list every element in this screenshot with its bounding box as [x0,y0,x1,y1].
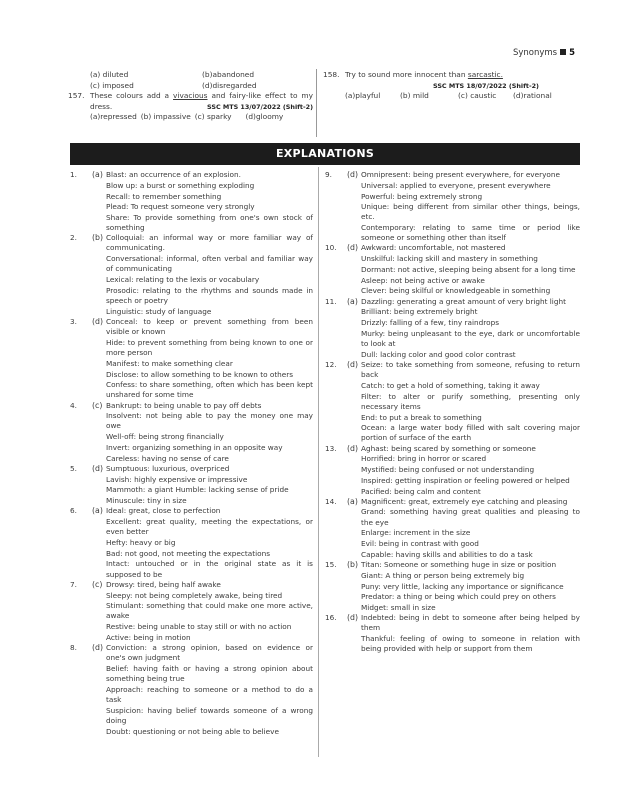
option-definition: Universal: applied to everyone, present everywhere [361,180,551,190]
option-b: (b) mild [400,91,429,101]
explanation-entry [70,643,313,737]
option-definition: Enlarge: increment in the size [361,528,471,538]
explanations-heading: EXPLANATIONS [70,143,580,165]
square-bullet-icon [560,49,566,55]
underlined-word: vivacious [173,91,208,101]
option-definition: Filter: to alter or purify something, presenting only necessary items [361,391,580,411]
option-definition: Horrified: bring in horror or scared [361,454,487,464]
answer-letter: (c) [92,400,103,410]
option-definition: Pacified: being calm and content [361,486,481,496]
answer-definition: Magnificent: great, extremely eye catching and pleasing [361,496,568,506]
option-definition: Conversational: informal, often verbal and familiar way of communicating [106,254,313,274]
explanations-right-column [325,170,580,654]
option-c: (c) imposed [90,80,134,90]
answer-letter: (d) [347,359,359,369]
exam-source: SSC MTS 13/07/2022 (Shift-2) [207,102,313,111]
answer-definition: Aghast: being scared by something or someone [361,443,536,453]
answer-letter: (b) [347,560,359,570]
answer-definition: Bankrupt: to being unable to pay off debts [106,400,262,410]
option-definition: Unskilful: lacking skill and mastery in something [361,254,538,264]
underlined-word: sarcastic. [467,70,503,79]
option-a: (a)repressed [90,112,137,122]
entry-number: 6. [70,506,77,516]
option-definition: Intact: untouched or in the original state as it is supposed to be [106,559,313,579]
explanation-entry [325,297,580,360]
answer-definition: Blast: an occurrence of an explosion. [106,170,241,179]
answer-letter: (a) [92,506,103,516]
option-definition: Drizzly: falling of a few, tiny raindrops [361,318,500,328]
column-divider [316,69,317,137]
option-definition: Sleepy: not being completely awake, being tired [106,590,283,600]
option-definition: Lexical: relating to the lexis or vocabulary [106,275,260,285]
answer-letter: (a) [347,296,358,306]
answer-letter: (c) [92,579,103,589]
explanation-entry [70,170,313,233]
option-definition: Restive: being unable to stay still or with no action [106,622,292,632]
explanation-entry [325,170,580,243]
answer-definition: Conceal: to keep or prevent something from been visible or known [106,316,313,337]
option-definition: Approach: reaching to someone or a method to do a task [106,684,313,705]
entry-number: 15. [325,560,337,570]
page-number: 5 [569,48,575,58]
option-a: (a) diluted [90,70,129,79]
answer-letter: (a) [347,496,358,506]
option-a: (a)playful [345,91,381,101]
option-definition: Disclose: to allow something to be known to others [106,369,294,379]
option-definition: Giant: A thing or person being extremely big [361,570,525,580]
questions-right [323,70,581,102]
option-b: (b)abandoned [202,70,255,79]
explanation-entry [325,613,580,654]
page-header [513,48,575,58]
explanation-entry [325,560,580,613]
option-definition: Careless: having no sense of care [106,453,229,463]
option-definition: Hefty: heavy or big [106,537,176,547]
option-definition: Clever: being skilful or knowledgeable in something [361,286,551,296]
option-definition: Catch: to get a hold of something, taking it away [361,380,540,390]
option-definition: Mystified: being confused or not understanding [361,465,535,475]
option-definition: Prosodic: relating to the rhythms and sounds made in speech or poetry [106,285,313,306]
option-definition: Unique: being different from similar other things, beings, etc. [361,202,580,222]
answer-definition: Titan: Someone or something huge in size or position [361,560,557,570]
option-definition: Lavish: highly expensive or impressive [106,474,248,484]
option-definition: Doubt: questioning or not being able to believe [106,726,279,736]
option-definition: Midget: small in size [361,603,436,613]
explanation-entry [70,233,313,317]
answer-definition: Conviction: a strong opinion, based on evidence or one's own judgment [106,643,313,663]
answer-letter: (a) [92,170,103,179]
answer-definition: Drowsy: tired, being half awake [106,579,221,589]
explanation-entry [325,497,580,560]
answer-definition: Sumptuous: luxurious, overpriced [106,463,230,473]
option-definition: Linguistic: study of language [106,306,212,316]
answer-letter: (d) [347,443,359,453]
question-options [90,112,313,123]
option-definition: Manifest: to make something clear [106,358,233,368]
question-number: 158. [323,70,340,79]
answer-definition: Seize: to take something from someone, refusing to return back [361,359,580,380]
entry-number: 3. [70,316,77,326]
option-definition: Murky: being unpleasant to the eye, dark or uncomfortable to look at [361,328,580,349]
question-157 [68,91,313,123]
option-definition: Bad: not good, not meeting the expectations [106,548,271,558]
option-definition: Grand: something having great qualities and pleasing to the eye [361,507,580,527]
answer-definition: Awkward: uncomfortable, not mastered [361,243,506,253]
option-definition: Active: being in motion [106,632,191,642]
previous-question-options [68,70,313,91]
answer-letter: (d) [347,170,359,179]
option-d: (d)gloomy [245,112,284,122]
option-definition: Evil: being in contrast with good [361,539,479,549]
option-definition: Capable: having skills and abilities to do a task [361,549,533,559]
entry-number: 11. [325,296,337,306]
answer-definition: Indebted: being in debt to someone after being helped by them [361,613,580,633]
option-definition: Stimulant: something that could make one more active, awake [106,601,313,621]
option-d: (d)rational [513,91,552,101]
answer-definition: Ideal: great, close to perfection [106,506,221,516]
explanations-left-column [70,170,313,737]
option-definition: Inspired: getting inspiration or feeling powered or helped [361,475,570,485]
entry-number: 8. [70,643,77,653]
option-definition: End: to put a break to something [361,412,482,422]
entry-number: 16. [325,613,337,623]
question-text: These colours add a vivacious and fairy-like effect to my dress. [90,91,313,111]
option-definition: Suspicion: having belief towards someone of a wrong doing [106,705,313,725]
option-definition: Thankful: feeling of owing to someone in relation with being provided with help or support from them [361,634,580,654]
explanation-entry [70,464,313,506]
entry-number: 5. [70,463,77,473]
entry-number: 13. [325,443,337,453]
questions-left [68,70,313,123]
option-definition: Excellent: great quality, meeting the expectations, or even better [106,517,313,537]
option-definition: Belief: having faith or having a strong opinion about something being true [106,663,313,684]
answer-definition: Colloquial: an informal way or more familiar way of communicating. [106,233,313,253]
option-c: (c) sparky [194,112,232,122]
explanation-entry [70,580,313,643]
question-number: 157. [68,91,85,101]
exam-source: SSC MTS 18/07/2022 (Shift-2) [433,81,539,90]
explanation-entry [325,360,580,444]
explanation-entry [325,243,580,296]
column-divider [318,167,319,757]
entry-number: 9. [325,170,332,179]
entry-number: 2. [70,233,77,243]
section-title: Synonyms [512,48,558,58]
answer-definition: Dazzling: generating a great amount of very bright light [361,296,566,306]
option-definition: Share: To provide something from one's own stock of something [106,213,313,233]
option-definition: Invert: organizing something in an opposite way [106,442,283,452]
option-definition: Ocean: a large water body filled with salt covering major portion of surface of the earth [361,423,580,443]
explanation-entry [70,401,313,464]
entry-number: 1. [70,170,77,179]
option-definition: Predator: a thing or being which could prey on others [361,592,556,602]
option-definition: Dormant: not active, sleeping being absent for a long time [361,264,576,274]
option-d: (d)disregarded [202,80,257,90]
answer-letter: (d) [347,243,359,253]
option-definition: Powerful: being extremely strong [361,191,483,201]
option-definition: Dull: lacking color and good color contrast [361,349,516,359]
answer-letter: (d) [92,643,104,653]
question-158 [323,70,581,102]
answer-letter: (d) [347,613,359,623]
answer-letter: (d) [92,316,104,326]
option-definition: Contemporary: relating to same time or period like someone or something other than itself [361,223,580,243]
option-definition: Blow up: a burst or something exploding [106,180,255,190]
explanation-entry [70,317,313,401]
option-definition: Mammoth: a giant Humble: lacking sense of pride [106,485,289,495]
option-definition: Brilliant: being extremely bright [361,307,478,317]
entry-number: 4. [70,400,77,410]
entry-number: 12. [325,359,337,369]
option-definition: Hide: to prevent something from being known to one or more person [106,337,313,357]
option-c: (c) caustic [458,91,497,101]
explanation-entry [325,444,580,497]
option-b: (b) impassive [140,112,191,122]
entry-number: 7. [70,579,77,589]
answer-letter: (d) [92,463,104,473]
option-definition: Asleep: not being active or awake [361,275,485,285]
option-definition: Insolvent: not being able to pay the money one may owe [106,411,313,431]
explanation-entry [70,506,313,579]
option-definition: Confess: to share something, often which has been kept unshared for some time [106,380,313,400]
question-text: Try to sound more innocent than sarcastic. [345,70,503,79]
option-definition: Minuscule: tiny in size [106,496,187,506]
question-options [345,91,581,102]
entry-number: 14. [325,496,337,506]
option-definition: Well-off: being strong financially [106,432,224,442]
answer-definition: Omnipresent: being present everywhere, for everyone [361,170,561,179]
entry-number: 10. [325,243,337,253]
answer-letter: (b) [92,233,104,243]
option-definition: Recall: to remember something [106,191,222,201]
option-definition: Puny: very little, lacking any importance or significance [361,581,564,591]
option-definition: Plead: To request someone very strongly [106,202,255,212]
